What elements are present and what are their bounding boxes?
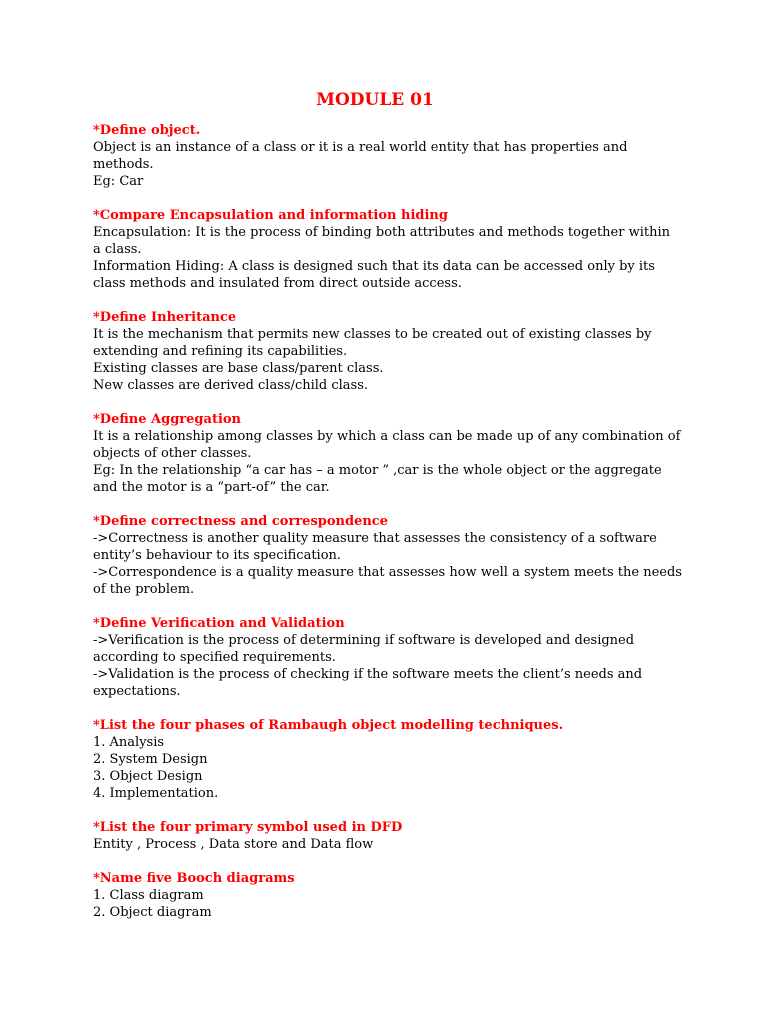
- list-item: 4. Implementation.: [93, 786, 219, 801]
- answer-line: ->Correspondence is a quality measure that assesses how well a system meets the needs: [93, 565, 682, 580]
- answer-line: and the motor is a “part-of” the car.: [93, 480, 330, 495]
- answer-line: objects of other classes.: [93, 446, 252, 461]
- qa-section-encapsulation: [93, 207, 693, 292]
- list-item: 2. Object diagram: [93, 905, 212, 920]
- answer-line: Eg: Car: [93, 174, 144, 189]
- answer-line: methods.: [93, 157, 154, 172]
- answer-line: ->Correctness is another quality measure that assesses the consistency of a software: [93, 531, 657, 546]
- answer-line: Entity , Process , Data store and Data flow: [93, 837, 374, 852]
- question-heading: *List the four primary symbol used in DFD: [93, 820, 403, 835]
- list-item: 1. Class diagram: [93, 888, 204, 903]
- answer-line: a class.: [93, 242, 142, 257]
- question-heading: *Define Inheritance: [93, 310, 237, 325]
- answer-line: Encapsulation: It is the process of binding both attributes and methods together within: [93, 225, 671, 240]
- qa-section-correctness: [93, 513, 693, 598]
- qa-section-booch: [93, 870, 693, 921]
- question-heading: *Name five Booch diagrams: [93, 871, 295, 886]
- answer-line: ->Validation is the process of checking if the software meets the client’s needs and: [93, 667, 643, 682]
- list-item: 3. Object Design: [93, 769, 203, 784]
- document-page: [93, 88, 693, 938]
- answer-line: expectations.: [93, 684, 181, 699]
- question-heading: *Define Verification and Validation: [93, 616, 345, 631]
- answer-line: It is a relationship among classes by which a class can be made up of any combination of: [93, 429, 681, 444]
- answer-line: Object is an instance of a class or it is a real world entity that has properties and: [93, 140, 628, 155]
- qa-section-inheritance: [93, 309, 693, 394]
- qa-section-rambaugh: [93, 717, 693, 802]
- qa-section-verification: [93, 615, 693, 700]
- answer-line: class methods and insulated from direct outside access.: [93, 276, 462, 291]
- answer-line: Information Hiding: A class is designed such that its data can be accessed only by its: [93, 259, 655, 274]
- list-item: 2. System Design: [93, 752, 208, 767]
- answer-line: New classes are derived class/child class.: [93, 378, 369, 393]
- question-heading: *Define object.: [93, 123, 201, 138]
- answer-line: Existing classes are base class/parent class.: [93, 361, 384, 376]
- answer-line: entity’s behaviour to its specification.: [93, 548, 342, 563]
- qa-section-aggregation: [93, 411, 693, 496]
- answer-line: extending and refining its capabilities.: [93, 344, 348, 359]
- answer-line: according to specified requirements.: [93, 650, 336, 665]
- answer-line: of the problem.: [93, 582, 195, 597]
- answer-line: Eg: In the relationship “a car has – a motor ” ,car is the whole object or the aggregate: [93, 463, 662, 478]
- list-item: 1. Analysis: [93, 735, 165, 750]
- answer-line: ->Verification is the process of determining if software is developed and designed: [93, 633, 635, 648]
- question-heading: *Define Aggregation: [93, 412, 242, 427]
- qa-section-dfd: [93, 819, 693, 853]
- question-heading: *Define correctness and correspondence: [93, 514, 388, 529]
- answer-line: It is the mechanism that permits new classes to be created out of existing classes by: [93, 327, 652, 342]
- question-heading: *Compare Encapsulation and information hiding: [93, 208, 448, 223]
- qa-section-object: [93, 122, 693, 190]
- question-heading: *List the four phases of Rambaugh object modelling techniques.: [93, 718, 564, 733]
- page-title: MODULE 01: [316, 90, 434, 110]
